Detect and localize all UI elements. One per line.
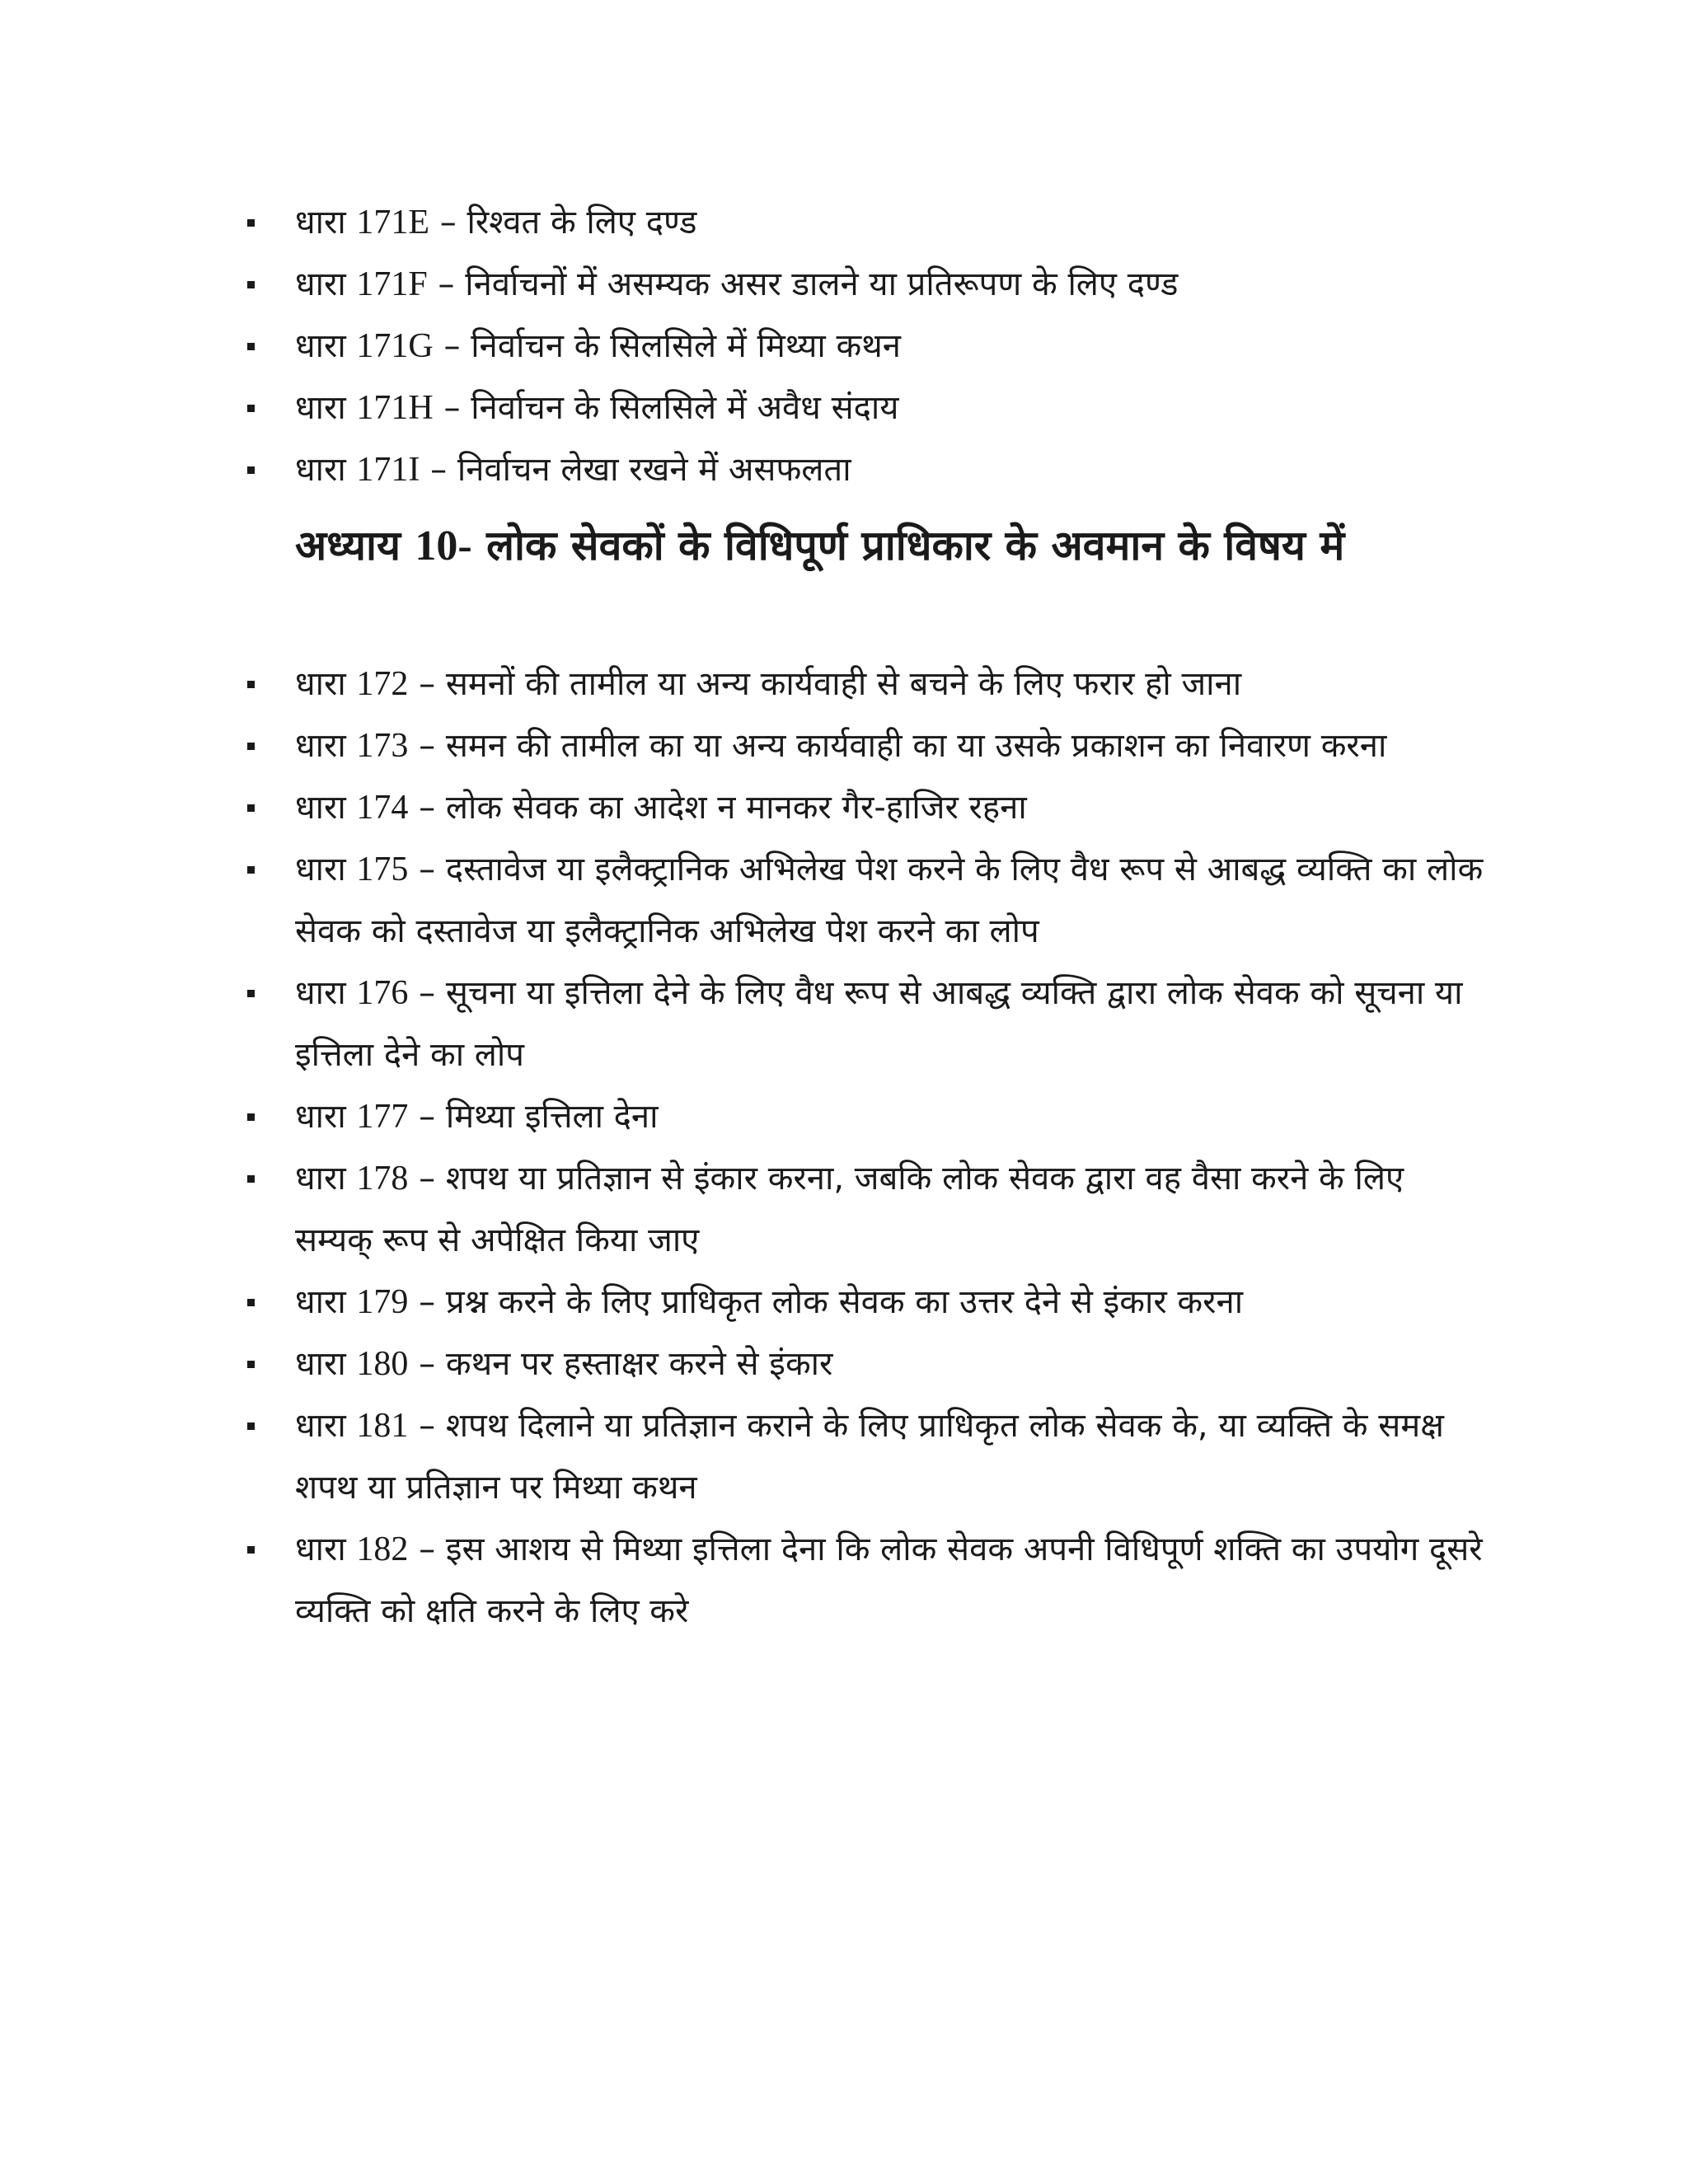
section-label: धारा	[295, 851, 346, 888]
section-title: इस आशय से मिथ्या इत्तिला देना कि लोक सेवक अपनी विधिपूर्ण शक्ति का उपयोग दूसरे व्यक्ति को क्षति करने के लिए करे	[295, 1530, 1483, 1630]
section-title: निर्वाचन के सिलसिले में मिथ्या कथन	[471, 327, 901, 365]
section-label: धारा	[295, 451, 346, 489]
bullet-icon	[247, 990, 255, 997]
section-number: 171G	[356, 327, 434, 365]
section-item	[247, 777, 1484, 839]
section-number: 176	[356, 974, 409, 1012]
section-item	[247, 192, 1484, 254]
section-label: धारा	[295, 1345, 346, 1383]
section-number: 180	[356, 1345, 409, 1383]
section-title: लोक सेवक का आदेश न मानकर गैर-हाजिर रहना	[445, 789, 1027, 827]
section-item	[247, 1272, 1484, 1333]
section-title: शपथ या प्रतिज्ञान से इंकार करना, जबकि लोक सेवक द्वारा वह वैसा करने के लिए सम्यक् रूप से अपेक्षित किया जाए	[295, 1160, 1404, 1259]
section-label: धारा	[295, 389, 346, 427]
bullet-icon	[247, 804, 255, 812]
section-separator: –	[408, 1098, 446, 1136]
section-list-before-chapter	[247, 192, 1484, 501]
section-separator: –	[433, 327, 471, 365]
bullet-icon	[247, 681, 255, 688]
section-label: धारा	[295, 665, 346, 703]
section-title: निर्वाचन लेखा रखने में असफलता	[457, 451, 851, 489]
section-item	[247, 1333, 1484, 1395]
bullet-icon	[247, 1175, 255, 1183]
section-number: 171I	[356, 451, 420, 489]
chapter-number: 10-	[415, 523, 472, 569]
section-number: 171H	[356, 389, 434, 427]
bullet-icon	[247, 866, 255, 874]
section-label: धारा	[295, 1283, 346, 1321]
section-label: धारा	[295, 204, 346, 241]
section-number: 179	[356, 1283, 409, 1321]
section-item	[247, 1148, 1484, 1272]
section-number: 174	[356, 789, 409, 827]
section-separator: –	[408, 665, 446, 703]
bullet-icon	[247, 219, 255, 227]
section-item	[247, 377, 1484, 439]
section-item	[247, 1395, 1484, 1519]
section-separator: –	[408, 1160, 446, 1197]
section-item	[247, 1519, 1484, 1643]
section-title: निर्वाचन के सिलसिले में अवैध संदाय	[471, 389, 899, 427]
chapter-prefix: अध्याय	[295, 522, 401, 569]
section-label: धारा	[295, 1160, 346, 1197]
bullet-icon	[247, 1113, 255, 1121]
section-separator: –	[408, 1283, 446, 1321]
section-separator: –	[408, 974, 446, 1012]
bullet-icon	[247, 343, 255, 350]
section-separator: –	[429, 204, 467, 241]
bullet-icon	[247, 1422, 255, 1430]
section-number: 175	[356, 851, 409, 888]
section-separator: –	[408, 851, 446, 888]
section-title: निर्वाचनों में असम्यक असर डालने या प्रतिरूपण के लिए दण्ड	[465, 265, 1179, 303]
bullet-icon	[247, 466, 255, 474]
section-item	[247, 654, 1484, 715]
bullet-icon	[247, 1299, 255, 1306]
section-item	[247, 254, 1484, 316]
section-separator: –	[408, 1345, 446, 1383]
section-label: धारा	[295, 789, 346, 827]
section-title: रिश्वत के लिए दण्ड	[467, 204, 697, 241]
section-label: धारा	[295, 1407, 346, 1445]
bullet-icon	[247, 1361, 255, 1368]
section-number: 181	[356, 1407, 409, 1445]
chapter-heading	[295, 511, 1426, 581]
section-label: धारा	[295, 1530, 346, 1568]
section-number: 182	[356, 1530, 409, 1568]
section-item	[247, 963, 1484, 1086]
section-separator: –	[408, 1407, 446, 1445]
bullet-icon	[247, 405, 255, 412]
section-item	[247, 1086, 1484, 1148]
section-separator: –	[408, 727, 446, 765]
section-separator: –	[420, 451, 457, 489]
section-separator: –	[408, 789, 446, 827]
section-label: धारा	[295, 265, 346, 303]
section-label: धारा	[295, 727, 346, 765]
section-label: धारा	[295, 974, 346, 1012]
section-number: 171F	[356, 265, 428, 303]
section-label: धारा	[295, 1098, 346, 1136]
bullet-icon	[247, 281, 255, 288]
section-item	[247, 439, 1484, 501]
section-item	[247, 839, 1484, 963]
section-separator: –	[427, 265, 466, 303]
section-separator: –	[408, 1530, 446, 1568]
section-number: 177	[356, 1098, 409, 1136]
bullet-icon	[247, 1546, 255, 1554]
section-number: 171E	[356, 204, 430, 241]
bullet-icon	[247, 743, 255, 750]
section-title: दस्तावेज या इलैक्ट्रानिक अभिलेख पेश करने के लिए वैध रूप से आबद्ध व्यक्ति का लोक सेवक को दस्तावेज या इलैक्ट्रानिक अभिलेख पेश करने का लोप	[295, 851, 1484, 950]
section-label: धारा	[295, 327, 346, 365]
chapter-title: लोक सेवकों के विधिपूर्ण प्राधिकार के अवमान के विषय में	[486, 522, 1345, 569]
section-title: मिथ्या इत्तिला देना	[445, 1098, 659, 1136]
section-item	[247, 316, 1484, 377]
section-title: शपथ दिलाने या प्रतिज्ञान कराने के लिए प्राधिकृत लोक सेवक के, या व्यक्ति के समक्ष शपथ या प्रतिज्ञान पर मिथ्या कथन	[295, 1407, 1444, 1507]
section-separator: –	[433, 389, 471, 427]
section-title: समन की तामील का या अन्य कार्यवाही का या उसके प्रकाशन का निवारण करना	[445, 727, 1387, 765]
section-title: सूचना या इत्तिला देने के लिए वैध रूप से आबद्ध व्यक्ति द्वारा लोक सेवक को सूचना या इत्तिला देने का लोप	[295, 974, 1463, 1074]
section-list-after-chapter	[247, 654, 1484, 1643]
section-number: 173	[356, 727, 409, 765]
section-item	[247, 715, 1484, 777]
section-number: 172	[356, 665, 409, 703]
section-title: समनों की तामील या अन्य कार्यवाही से बचने के लिए फरार हो जाना	[445, 665, 1242, 703]
section-title: प्रश्न करने के लिए प्राधिकृत लोक सेवक का उत्तर देने से इंकार करना	[445, 1283, 1244, 1321]
section-number: 178	[356, 1160, 409, 1197]
section-title: कथन पर हस्ताक्षर करने से इंकार	[445, 1345, 833, 1383]
